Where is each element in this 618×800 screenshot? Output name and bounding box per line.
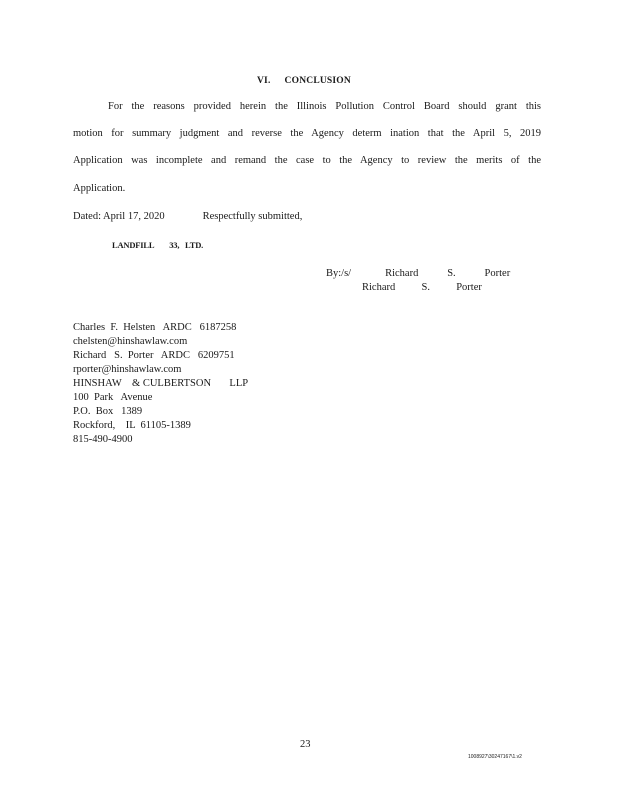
contact-line-3: Richard S. Porter ARDC 6209751 [73, 350, 235, 361]
body-line-3: Application was incomplete and remand the case to the Agency to review the merits of the [73, 155, 541, 166]
body-line-1: For the reasons provided herein the Illinois Pollution Control Board should grant this [108, 101, 541, 112]
party-name: LANDFILL 33, LTD. [112, 240, 204, 250]
closing-text: Respectfully submitted, [202, 211, 303, 222]
contact-email-2: rporter@hinshawlaw.com [73, 364, 182, 375]
date-text: Dated: April 17, 2020 [73, 211, 165, 222]
signature-underline [351, 268, 540, 279]
address-po-box: P.O. Box 1389 [73, 406, 143, 417]
dated-line [73, 211, 302, 222]
signer-name: Richard S. Porter [362, 282, 482, 293]
firm-name: HINSHAW & CULBERTSON LLP [73, 378, 249, 389]
page-number: 23 [300, 739, 311, 750]
document-id: 1008927\30247167\1.v2 [468, 754, 522, 760]
body-line-2: motion for summary judgment and reverse the Agency determ ination that the April 5, 2019 [73, 128, 541, 139]
phone-number: 815-490-4900 [73, 434, 133, 445]
by-prefix: By:/s/ [326, 268, 352, 279]
contact-line-1: Charles F. Helsten ARDC 6187258 [73, 322, 237, 333]
contact-email-1: chelsten@hinshawlaw.com [73, 336, 188, 347]
address-city: Rockford, IL 61105-1389 [73, 420, 191, 431]
signature-name: Richard S. Porter [385, 268, 511, 279]
body-line-4: Application. [73, 183, 126, 194]
signature-line [326, 268, 540, 279]
address-street: 100 Park Avenue [73, 392, 153, 403]
section-heading [257, 76, 351, 86]
section-number: VI. [257, 76, 271, 86]
section-title: CONCLUSION [284, 76, 351, 86]
